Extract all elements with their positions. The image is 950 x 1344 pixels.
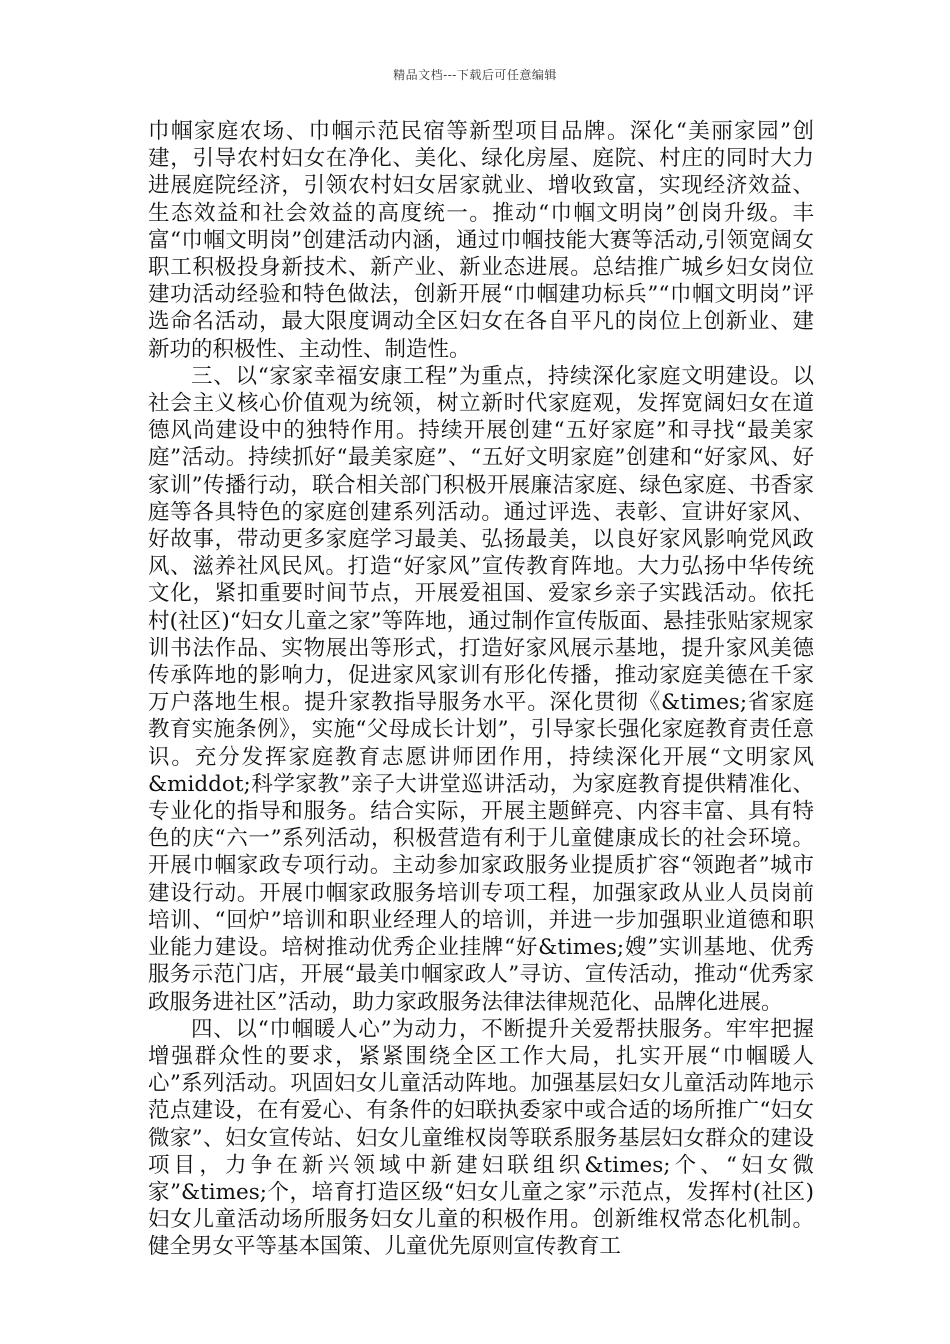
paragraph-section-three: 三、以“家家幸福安康工程”为重点，持续深化家庭文明建设。以社会主义核心价值观为统领，树立新时代家庭观，发挥宽阔妇女在道德风尚建设中的独特作用。持续开展创建“五好家庭”和寻找“最美家庭”活动。持续抓好“最美家庭”、“五好文明家庭”创建和“好家风、好家训”传播行动，联合相关部门积极开展廉洁家庭、绿色家庭、书香家庭等各具特色的家庭创建系列活动。通过评选、表彰、宣讲好家风、好故事，带动更多家庭学习最美、弘扬最美，以良好家风影响党风政风、滋养社风民风。打造“好家风”宣传教育阵地。大力弘扬中华传统文化，紧扣重要时间节点，开展爱祖国、爱家乡亲子实践活动。依托村(社区)“妇女儿童之家”等阵地，通过制作宣传版面、悬挂张贴家规家训书法作品、实物展出等形式，打造好家风展示基地，提升家风美德传承阵地的影响力，促进家风家训有形化传播，推动家庭美德在千家万户落地生根。提升家教指导服务水平。深化贯彻《&times;省家庭教育实施条例》，实施“父母成长计划”，引导家长强化家庭教育责任意识。充分发挥家庭教育志愿讲师团作用，持续深化开展“文明家风&middot;科学家教”亲子大讲堂巡讲活动，为家庭教育提供精准化、专业化的指导和服务。结合实际，开展主题鲜亮、内容丰富、具有特色的庆“六一”系列活动，积极营造有利于儿童健康成长的社会环境。开展巾帼家政专项行动。主动参加家政服务业提质扩容“领跑者”城市建设行动。开展巾帼家政服务培训专项工程，加强家政从业人员岗前培训、“回炉”培训和职业经理人的培训，并进一步加强职业道德和职业能力建设。培树推动优秀企业挂牌“好&times;嫂”实训基地、优秀服务示范门店，开展“最美巾帼家政人”寻访、宣传活动，推动“优秀家政服务进社区”活动，助力家政服务法律法律规范化、品牌化进展。	[148, 363, 814, 1015]
paragraph-section-four: 四、以“巾帼暖人心”为动力，不断提升关爱帮扶服务。牢牢把握增强群众性的要求，紧紧围绕全区工作大局，扎实开展“巾帼暖人心”系列活动。巩固妇女儿童活动阵地。加强基层妇女儿童活动阵地示范点建设，在有爱心、有条件的妇联执委家中或合适的场所推广“妇女微家”、妇女宣传站、妇女儿童维权岗等联系服务基层妇女群众的建设项目，力争在新兴领域中新建妇联组织&times;个、“妇女微家”&times;个，培育打造区级“妇女儿童之家”示范点，发挥村(社区)妇女儿童活动场所服务妇女儿童的积极作用。创新维权常态化机制。健全男女平等基本国策、儿童优先原则宣传教育工	[148, 1016, 814, 1260]
document-body	[148, 118, 814, 1261]
paragraph-continuation: 巾帼家庭农场、巾帼示范民宿等新型项目品牌。深化“美丽家园”创建，引导农村妇女在净化、美化、绿化房屋、庭院、村庄的同时大力进展庭院经济，引领农村妇女居家就业、增收致富，实现经济效益、生态效益和社会效益的高度统一。推动“巾帼文明岗”创岗升级。丰富“巾帼文明岗”创建活动内涵，通过巾帼技能大赛等活动,引领宽阔女职工积极投身新技术、新产业、新业态进展。总结推广城乡妇女岗位建功活动经验和特色做法，创新开展“巾帼建功标兵”“巾帼文明岗”评选命名活动，最大限度调动全区妇女在各自平凡的岗位上创新业、建新功的积极性、主动性、制造性。	[148, 119, 814, 362]
page-header: 精品文档---下载后可任意编辑	[393, 68, 557, 82]
